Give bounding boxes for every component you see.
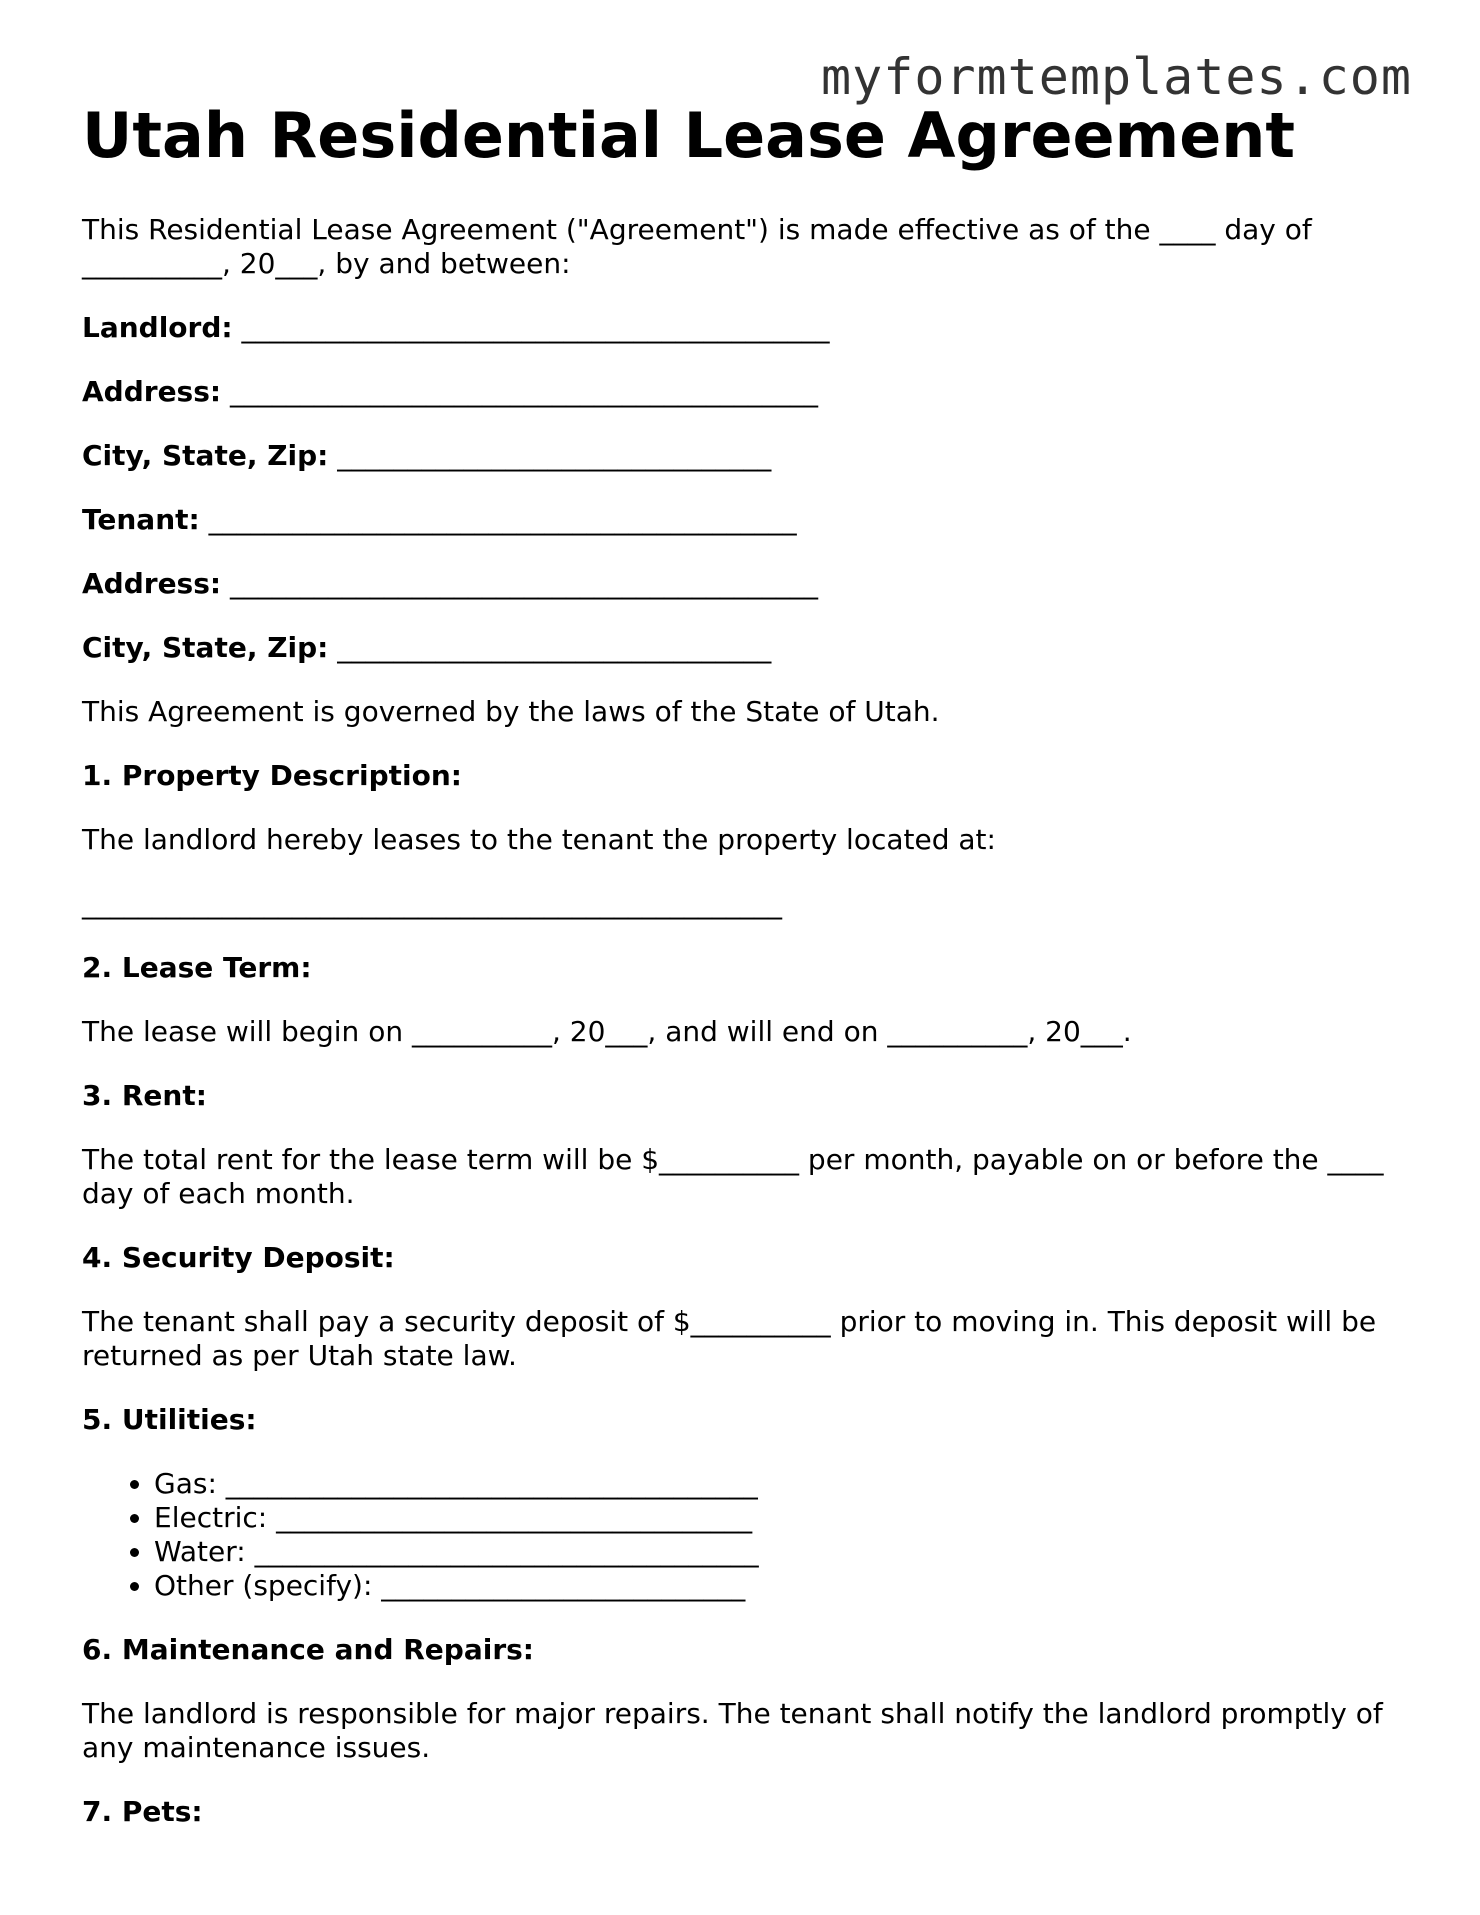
- section-heading-security-deposit: 4. Security Deposit:: [82, 1241, 395, 1275]
- field-label: Address:: [82, 567, 222, 601]
- utilities-list: [82, 1467, 1412, 1603]
- list-item: • Gas: ______________________________________: [154, 1467, 1412, 1501]
- field-label: City, State, Zip:: [82, 439, 329, 473]
- tenant-field: [82, 503, 1412, 537]
- fill-in-blank: __________________________________________: [241, 311, 830, 345]
- intro-paragraph: This Residential Lease Agreement ("Agreement") is made effective as of the ____ day of __________, 20___, by and between:: [82, 213, 1312, 281]
- property-address-blank: __________________________________________________: [82, 887, 782, 921]
- lease-term-paragraph: The lease will begin on __________, 20___, and will end on __________, 20___.: [82, 1015, 1132, 1049]
- field-label: Tenant:: [82, 503, 200, 537]
- landlord-field: [82, 311, 1412, 345]
- list-item: • Other (specify): __________________________: [154, 1569, 1412, 1603]
- section-heading-utilities: 5. Utilities:: [82, 1403, 257, 1437]
- list-item: • Water: ____________________________________: [154, 1535, 1412, 1569]
- tenant-address-field: [82, 567, 1412, 601]
- watermark: myformtemplates.com: [821, 48, 1412, 106]
- document-title: Utah Residential Lease Agreement: [82, 99, 1296, 172]
- section-heading-property: 1. Property Description:: [82, 759, 462, 793]
- landlord-city-state-zip-field: [82, 439, 1412, 473]
- fill-in-blank: _______________________________: [337, 439, 772, 473]
- governing-law-paragraph: This Agreement is governed by the laws of the State of Utah.: [82, 695, 940, 729]
- section-heading-rent: 3. Rent:: [82, 1079, 207, 1113]
- field-label: Address:: [82, 375, 222, 409]
- section-heading-maintenance: 6. Maintenance and Repairs:: [82, 1633, 535, 1667]
- document-page: [82, 100, 1412, 1859]
- fill-in-blank: __________________________________________: [230, 375, 818, 409]
- fill-in-blank: __________________________________________: [230, 567, 818, 601]
- maintenance-paragraph: The landlord is responsible for major repairs. The tenant shall notify the landlord promptly of any maintenance issues.: [82, 1697, 1383, 1765]
- property-paragraph: The landlord hereby leases to the tenant the property located at:: [82, 823, 996, 857]
- list-item: • Electric: __________________________________: [154, 1501, 1412, 1535]
- fill-in-blank: _______________________________: [337, 631, 772, 665]
- field-label: Landlord:: [82, 311, 233, 345]
- security-deposit-paragraph: The tenant shall pay a security deposit of $__________ prior to moving in. This deposit will be returned as per Utah state law.: [82, 1305, 1377, 1373]
- rent-paragraph: The total rent for the lease term will be $__________ per month, payable on or before the ____ day of each month.: [82, 1143, 1384, 1211]
- section-heading-lease-term: 2. Lease Term:: [82, 951, 312, 985]
- section-heading-pets: 7. Pets:: [82, 1795, 203, 1829]
- field-label: City, State, Zip:: [82, 631, 329, 665]
- tenant-city-state-zip-field: [82, 631, 1412, 665]
- fill-in-blank: __________________________________________: [208, 503, 797, 537]
- landlord-address-field: [82, 375, 1412, 409]
